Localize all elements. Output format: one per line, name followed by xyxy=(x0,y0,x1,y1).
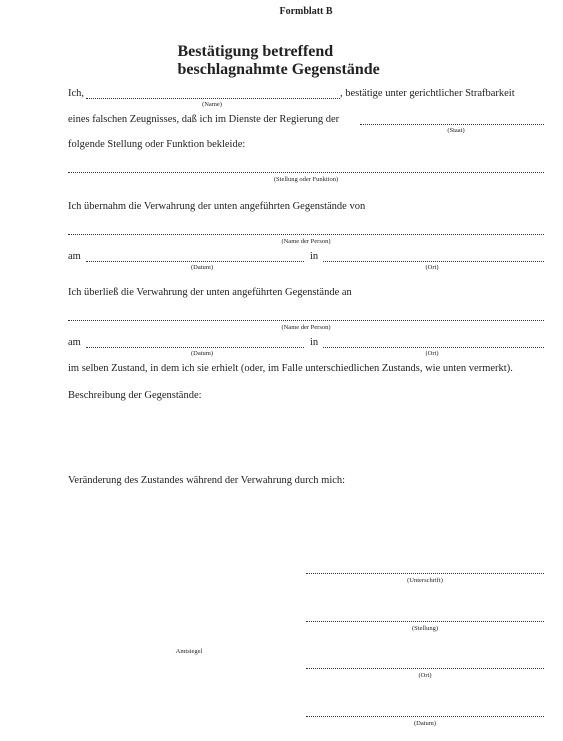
staat-field[interactable] xyxy=(360,124,544,125)
in-label-1: in xyxy=(310,251,319,262)
ort-caption-1: (Ort) xyxy=(425,264,439,271)
ort-field-2[interactable] xyxy=(323,347,544,348)
person-field-1[interactable] xyxy=(68,234,544,235)
datum-field-2[interactable] xyxy=(86,347,304,348)
falsch-text: eines falschen Zeugnisses, daß ich im Dienste der Regierung der xyxy=(68,114,340,125)
person-caption-1: (Name der Person) xyxy=(281,238,331,245)
datum-caption-1: (Datum) xyxy=(190,264,214,271)
form-label: Formblatt B xyxy=(279,6,333,17)
staat-caption: (Staat) xyxy=(447,127,465,134)
stellung-caption: (Stellung oder Funktion) xyxy=(273,176,339,183)
stellung-sign-field[interactable] xyxy=(306,621,544,622)
ort-field-1[interactable] xyxy=(323,261,544,262)
person-field-2[interactable] xyxy=(68,320,544,321)
stellung-field[interactable] xyxy=(68,172,544,173)
stellung-text: folgende Stellung oder Funktion bekleide: xyxy=(68,139,246,150)
ort-sign-caption: (Ort) xyxy=(418,672,432,679)
unterschrift-caption: (Unterschrift) xyxy=(407,577,443,584)
name-field[interactable] xyxy=(86,98,340,99)
uebernahm-text: Ich übernahm die Verwahrung der unten angeführten Gegenstände von xyxy=(68,201,366,212)
name-caption: (Name) xyxy=(202,101,222,108)
amtsiegel-label: Amtsiegel xyxy=(175,648,203,655)
page-title: Bestätigung betreffend beschlagnahmte Gegenstände xyxy=(177,43,380,78)
ort-caption-2: (Ort) xyxy=(425,350,439,357)
person-caption-2: (Name der Person) xyxy=(281,324,331,331)
datum-caption-2: (Datum) xyxy=(190,350,214,357)
stellung-sign-caption: (Stellung) xyxy=(412,625,438,632)
in-label-2: in xyxy=(310,337,319,348)
veraenderung-label: Veränderung des Zustandes während der Verwahrung durch mich: xyxy=(68,475,346,486)
zustand-text: im selben Zustand, in dem ich sie erhielt (oder, im Falle unterschiedlichen Zustands, wie unten vermerkt). xyxy=(68,363,513,374)
beschreibung-label: Beschreibung der Gegenstände: xyxy=(68,390,202,401)
am-label-2: am xyxy=(68,337,81,348)
ich-text: Ich, xyxy=(68,88,85,99)
ueberliess-text: Ich überließ die Verwahrung der unten angeführten Gegenstände an xyxy=(68,287,352,298)
datum-sign-field[interactable] xyxy=(306,716,544,717)
bestaetige-text: , bestätige unter gerichtlicher Strafbarkeit xyxy=(340,88,515,99)
unterschrift-field[interactable] xyxy=(306,573,544,574)
am-label-1: am xyxy=(68,251,81,262)
datum-field-1[interactable] xyxy=(86,261,304,262)
datum-sign-caption: (Datum) xyxy=(413,720,437,727)
ort-sign-field[interactable] xyxy=(306,668,544,669)
